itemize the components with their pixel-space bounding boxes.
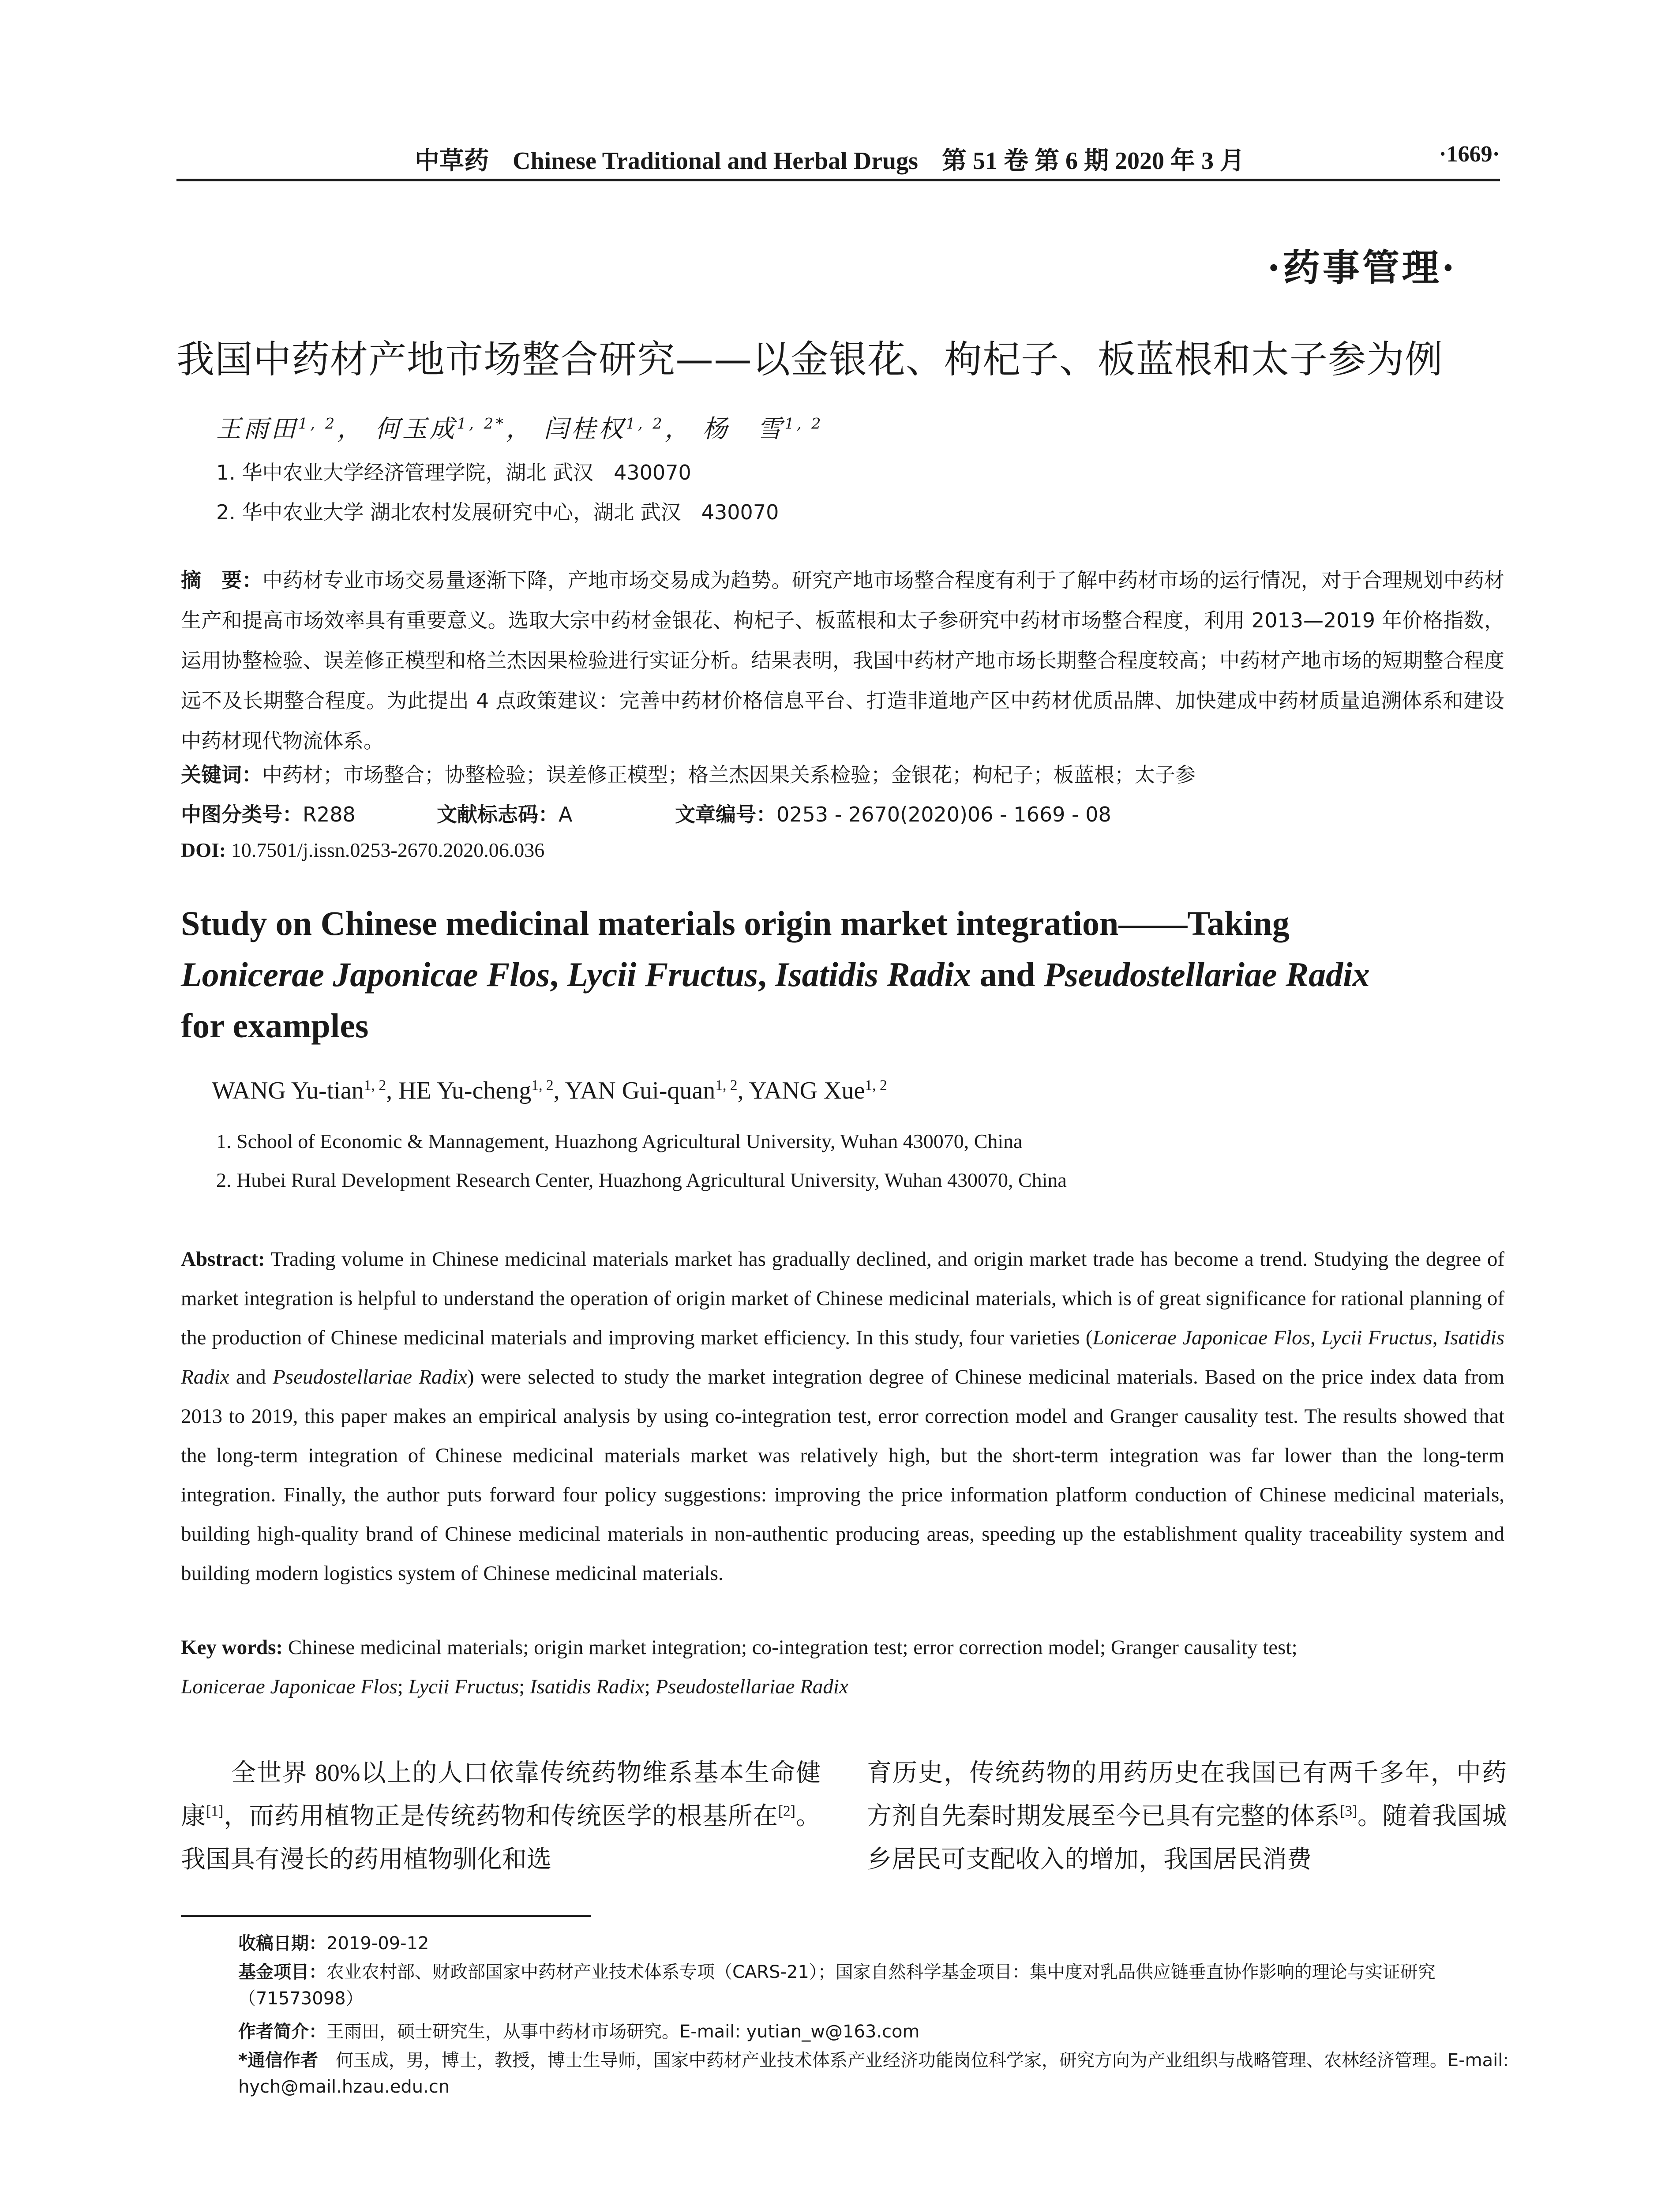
author-en-1: WANG Yu-tian$^{1, 2}$, (212, 1077, 399, 1104)
doi-line (181, 838, 544, 862)
footnote-author-bio: 作者简介：王雨田，硕士研究生，从事中药材市场研究。E-mail: yutian_w@163.com (238, 2022, 920, 2042)
keywords-en: Key words: Chinese medicinal materials; origin market integration; co-integration test; error correction model; Granger causality test; Lonicerae Japonicae Flos; Lycii Fructus; Isatidis Radix; Pseudostellariae Radix (181, 1636, 1298, 1698)
footnote-corresponding-author: *通信作者 何玉成，男，博士，教授，博士生导师，国家中药材产业技术体系产业经济功能岗位科学家，研究方向为产业组织与战略管理、农林经济管理。E-mail: hych@mail.hzau.edu.cn (238, 2050, 1509, 2097)
clc-number: 中图分类号：R288 (181, 803, 356, 826)
abstract-cn-label: 摘 要： (181, 568, 262, 592)
journal-header (176, 141, 1245, 176)
doi-label: DOI: (181, 839, 226, 861)
classification-line (181, 799, 1111, 828)
affiliation-en-2: 2. Hubei Rural Development Research Center, Huazhong Agricultural University, Wuhan 430070, China (216, 1169, 1067, 1191)
abstract-en: Abstract: Trading volume in Chinese medicinal materials market has gradually declined, and origin market trade has become a trend. Studying the degree of market integration is helpful to understand the operation of origin market of Chinese medicinal materials, which is of great significance for rational planning of the production of Chinese medicinal materials and improving market efficiency. In this study, four varieties (Lonicerae Japonicae Flos, Lycii Fructus, Isatidis Radix and Pseudostellariae Radix) were selected to study the market integration degree of Chinese medicinal materials. Based on the price index data from 2013 to 2019, this paper makes an empirical analysis by using co-integration test, error correction model and Granger causality test. The results showed that the long-term integration of Chinese medicinal materials market was relatively high, but the short-term integration was far lower than the long-term integration. Finally, the author puts forward four policy suggestions: improving the price information platform conduction of Chinese medicinal materials, building high-quality brand of Chinese medicinal materials in non-authentic producing areas, speeding up the establishment quality traceability system and building modern logistics system of Chinese medicinal materials. (181, 1248, 1504, 1585)
affiliation-cn-1: 1. 华中农业大学经济管理学院，湖北 武汉 430070 (216, 461, 691, 484)
affiliation-cn-2: 2. 华中农业大学 湖北农村发展研究中心，湖北 武汉 430070 (216, 500, 779, 524)
authors-en (212, 1077, 887, 1105)
section-label: ·药事管理· (1267, 246, 1457, 289)
header-rule (176, 179, 1500, 181)
abstract-en-label: Abstract: (181, 1248, 265, 1271)
author-en-2: HE Yu-cheng$^{1, 2}$, (398, 1077, 565, 1104)
journal-issue: 第 51 卷 第 6 期 2020 年 3 月 (941, 147, 1245, 175)
keywords-cn: 关键词：中药材；市场整合；协整检验；误差修正模型；格兰杰因果关系检验；金银花；枸杞子；板蓝根；太子参 (181, 763, 1196, 787)
author-en-4: YANG Xue$^{1, 2}$ (749, 1077, 887, 1104)
citation-2[interactable]: [2] (778, 1803, 795, 1820)
keywords-en-label: Key words: (181, 1636, 283, 1659)
journal-name-en: Chinese Traditional and Herbal Drugs (513, 147, 918, 175)
journal-name-cn: 中草药 (415, 147, 489, 175)
page-number: ·1669· (1439, 142, 1500, 167)
title-en: Study on Chinese medicinal materials origin market integration——Taking Lonicerae Japonicae Flos, Lycii Fructus, Isatidis Radix and Pseudostellariae Radix for examples (181, 904, 1370, 1045)
authors-cn (216, 409, 824, 445)
author-cn-1: 王雨田$^{1, 2}$， (216, 415, 365, 443)
author-cn-3: 闫桂权$^{1, 2}$， (544, 415, 692, 443)
body-text-left-column: 全世界 80%以上的人口依靠传统药物维系基本生命健康[1]，而药用植物正是传统药物和传统医学的根基所在[2]。我国具有漫长的药用植物驯化和选 (181, 1760, 821, 1873)
footnote-rule (181, 1915, 591, 1917)
citation-3[interactable]: [3] (1340, 1803, 1358, 1820)
running-header (176, 132, 1500, 181)
author-cn-2: 何玉成$^{1, 2*}$， (375, 415, 533, 443)
abstract-cn-text: 中药材专业市场交易量逐渐下降，产地市场交易成为趋势。研究产地市场整合程度有利于了解中药材市场的运行情况，对于合理规划中药材生产和提高市场效率具有重要意义。选取大宗中药材金银花、枸杞子、板蓝根和太子参研究中药材市场整合程度，利用 2013—2019 年价格指数，运用协整检验、误差修正模型和格兰杰因果检验进行实证分析。结果表明，我国中药材产地市场长期整合程度较高；中药材产地市场的短期整合程度远不及长期整合程度。为此提出 4 点政策建议：完善中药材价格信息平台、打造非道地产区中药材优质品牌、加快建成中药材质量追溯体系和建设中药材现代物流体系。 (181, 568, 1504, 753)
author-en-3: YAN Gui-quan$^{1, 2}$, (565, 1077, 749, 1104)
citation-1[interactable]: [1] (206, 1803, 224, 1820)
abstract-cn (181, 560, 1504, 761)
body-text-right-column: 育历史，传统药物的用药历史在我国已有两千多年，中药方剂自先秦时期发展至今已具有完整的体系[3]。随着我国城乡居民可支配收入的增加，我国居民消费 (867, 1760, 1507, 1873)
footnote-funding: 基金项目：农业农村部、财政部国家中药材产业技术体系专项（CARS-21）；国家自然科学基金项目：集中度对乳品供应链垂直协作影响的理论与实证研究（71573098） (238, 1962, 1436, 2009)
author-cn-4: 杨 雪$^{1, 2}$ (702, 415, 824, 443)
affiliation-en-1: 1. School of Economic & Mannagement, Huazhong Agricultural University, Wuhan 430070, China (216, 1130, 1023, 1152)
document-code: 文献标志码：A (437, 803, 573, 826)
footnote-received: 收稿日期：2019-09-12 (238, 1933, 429, 1954)
title-cn: 我国中药材产地市场整合研究——以金银花、枸杞子、板蓝根和太子参为例 (176, 338, 1443, 382)
doi-link[interactable]: 10.7501/j.issn.0253-2670.2020.06.036 (231, 839, 545, 861)
article-number: 文章编号：0253 - 2670(2020)06 - 1669 - 08 (675, 803, 1111, 826)
